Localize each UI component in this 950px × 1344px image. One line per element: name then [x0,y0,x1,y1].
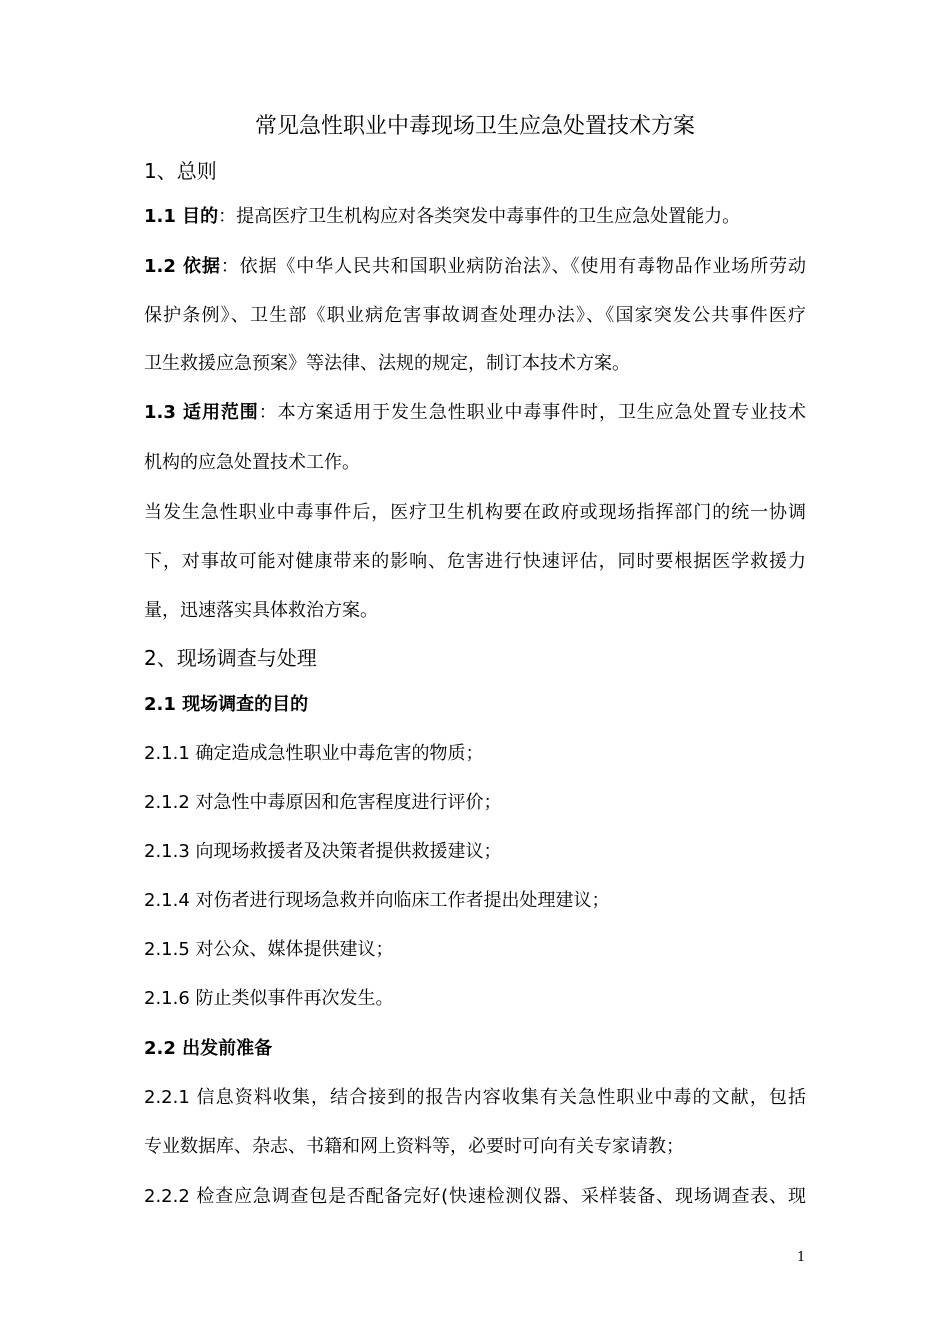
list-item-2-2-2-line-1: 2.2.2 检查应急调查包是否配备完好(快速检测仪器、采样装备、现场调查表、现 [144,1186,806,1207]
list-item-2-1-4: 2.1.4 对伤者进行现场急救并向临床工作者提出处理建议； [144,890,610,911]
subsection-2-1-heading: 2.1 现场调查的目的 [144,694,309,715]
paragraph-1-1-text: ：提高医疗卫生机构应对各类突发中毒事件的卫生应急处置能力。 [218,206,741,227]
section-1-heading: 1、总则 [144,159,217,183]
paragraph-1-4-line-3: 量，迅速落实具体救治方案。 [144,600,378,621]
document-title: 常见急性职业中毒现场卫生应急处置技术方案 [254,114,695,139]
list-item-2-2-1-line-2: 专业数据库、杂志、书籍和网上资料等，必要时可向有关专家请教； [144,1136,684,1157]
page-number: 1 [797,1250,806,1265]
paragraph-1-2-line-2: 保护条例》、卫生部《职业病危害事故调查处理办法》、《国家突发公共事件医疗 [144,305,806,326]
paragraph-1-3-text-1: ：本方案适用于发生急性职业中毒事件时，卫生应急处置专业技术 [258,402,806,423]
paragraph-1-4-line-2: 下，对事故可能对健康带来的影响、危害进行快速评估，同时要根据医学救援力 [144,551,806,572]
paragraph-1-2-line-3: 卫生救援应急预案》等法律、法规的规定，制订本技术方案。 [144,353,630,374]
paragraph-1-4-line-1: 当发生急性职业中毒事件后，医疗卫生机构要在政府或现场指挥部门的统一协调 [144,502,806,523]
paragraph-1-1-label: 1.1 目的 [144,206,219,227]
list-item-2-2-1-line-1: 2.2.1 信息资料收集，结合接到的报告内容收集有关急性职业中毒的文献，包括 [144,1087,806,1108]
list-item-2-1-1: 2.1.1 确定造成急性职业中毒危害的物质； [144,743,484,764]
paragraph-1-3-label: 1.3 适用范围 [144,402,259,423]
list-item-2-1-2: 2.1.2 对急性中毒原因和危害程度进行评价； [144,792,502,813]
list-item-2-1-3: 2.1.3 向现场救援者及决策者提供救援建议； [144,841,502,862]
paragraph-1-1 [144,202,740,232]
list-item-2-1-5: 2.1.5 对公众、媒体提供建议； [144,939,394,960]
paragraph-1-2-text-1: ：依据《中华人民共和国职业病防治法》、《使用有毒物品作业场所劳动 [220,256,806,277]
paragraph-1-2-line-1 [144,252,806,282]
paragraph-1-2-label: 1.2 依据 [144,256,221,277]
paragraph-1-3-line-1 [144,398,806,428]
subsection-2-2-heading: 2.2 出发前准备 [144,1038,273,1059]
section-2-heading: 2、现场调查与处理 [144,646,317,670]
paragraph-1-3-line-2: 机构的应急处置技术工作。 [144,452,360,473]
list-item-2-1-6: 2.1.6 防止类似事件再次发生。 [144,988,394,1009]
